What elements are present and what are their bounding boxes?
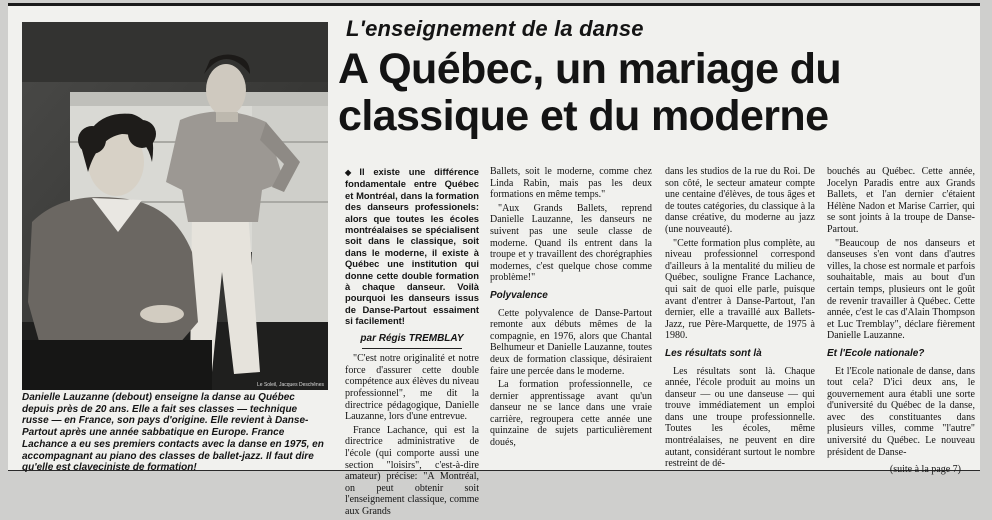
lede-text: Il existe une différence fondamentale entre Québec et Montréal, dans la formation des danseurs professionels: alors que toutes les écoles montréalaises se spécialisent soit dans le classique, soit dans le moderne, il existe à Québec une institution qui donne cette double formation à chaque danseur. Voilà pourquoi les danseurs issus de Danse-Partout essaiment si facilement! bbox=[345, 166, 479, 327]
paragraph: Et l'Ecole nationale de danse, dans tout cela? D'ici deux ans, le gouvernement aura établi une sorte d'université du Québec de la danse, avec des constituantes dans plusieurs villes, comme "l'autre" université du Québec. Le nouveau président de Danse- bbox=[827, 365, 975, 458]
byline-divider bbox=[362, 348, 462, 349]
article-column-2 bbox=[490, 166, 652, 451]
dancers-photo bbox=[22, 22, 328, 390]
article-column-1 bbox=[345, 166, 479, 520]
article-column-4 bbox=[827, 166, 975, 478]
continuation-note: (suite à la page 7) bbox=[889, 464, 961, 476]
article-kicker: L'enseignement de la danse bbox=[346, 16, 644, 41]
article-byline: par Régis TREMBLAY bbox=[360, 332, 464, 344]
paragraph: Cette polyvalence de Danse-Partout remonte aux débuts mêmes de la compagnie, en 1976, alors que Chantal Belhumeur et Danielle Lauzanne, toutes deux de formation classique, désiraient faire une percée dans le moderne. bbox=[490, 307, 652, 377]
article-lede bbox=[345, 166, 479, 327]
article-column-3 bbox=[665, 166, 815, 472]
paragraph: "Aux Grands Ballets, reprend Danielle Lauzanne, les danseurs ne suivent pas une seule classe de moderne. Quand ils entrent dans la troupe et y travaillent des chorégraphies modernes, c'est quelque chose comme problème!" bbox=[490, 202, 652, 284]
paragraph: Les résultats sont là. Chaque année, l'école produit au moins un danseur — ou une danseuse — qui trouve immédiatement un emploi dans une troupe professionnelle. Toutes les écoles, même montréalaises, ne peuvent en dire autant, considérant surtout le nombre restreint de dé- bbox=[665, 365, 815, 470]
photo-caption: Danielle Lauzanne (debout) enseigne la danse au Québec depuis près de 20 ans. Elle a fait ses classes — technique russe — en France, son pays d'origine. Elle revient à Danse-Partout après une année sabbatique en Europe. France Lachance a eu ses premiers contacts avec la danse en 1975, en accompagnant au piano des classes de ballet-jazz. Il faut dire qu'elle est claveciniste de formation! bbox=[22, 392, 324, 474]
paragraph: "C'est notre originalité et notre force d'assurer cette double compétence aux élèves du niveau professionnel", me dit la directrice pédagogique, Danielle Lauzanne, lors d'une entrevue. bbox=[345, 353, 479, 423]
photo-credit: Le Soleil, Jacques Deschênes bbox=[257, 382, 324, 388]
paragraph: Ballets, soit le moderne, comme chez Linda Rabin, mais pas les deux formations en même temps." bbox=[490, 166, 652, 201]
paragraph: bouchés au Québec. Cette année, Jocelyn Paradis entre aux Grands Ballets, et l'an dernier c'étaient Hélène Nadon et Marise Carrier, qui se sont joints à la troupe de Danse-Partout. bbox=[827, 166, 975, 235]
subheading-polyvalence: Polyvalence bbox=[490, 289, 548, 301]
paragraph: dans les studios de la rue du Roi. De son côté, le secteur amateur compte une centaine d'élèves, de tous âges et de toutes catégories, du classique à la danse créative, du moderne au jazz (une nouveauté). bbox=[665, 166, 815, 235]
paragraph: "Beaucoup de nos danseurs et danseuses s'en vont dans d'autres villes, la chose est normale et parfois souhaitable, mais au bout d'un certain temps, plusieurs ont le goût de revenir travailler à Québec. Cette année, c'est le cas d'Alain Thompson et Luc Tremblay", déclare fièrement Danielle Lauzanne. bbox=[827, 237, 976, 342]
subheading-ecole-nationale: Et l'Ecole nationale? bbox=[827, 347, 925, 359]
dancers-photo-image bbox=[22, 22, 328, 390]
diamond-bullet-icon: ◆ bbox=[345, 168, 358, 177]
newspaper-page bbox=[8, 3, 980, 517]
article-headline: A Québec, un mariage du classique et du moderne bbox=[338, 45, 842, 140]
paragraph: La formation professionnelle, ce dernier apprentissage avant qu'un danseur ne se lance dans une vraie carrière, regroupera cette année une quinzaine de sujets particulièrement doués, bbox=[490, 379, 652, 449]
paragraph: France Lachance, qui est la directrice administrative de l'école (qui comporte aussi une section "loisirs", c'est-à-dire amateur) précise: "A Montréal, on peut obtenir soit l'enseignement classique, comme aux Grands bbox=[345, 424, 479, 517]
paragraph: "Cette formation plus complète, au niveau professionnel correspond d'ailleurs à la mentalité du milieu de Québec, souligne France Lachance, qui sait de quoi elle parle, puisque avant d'entrer à Danse-Partout, l'an dernier, elle a travaillé aux Ballets-Jazz, rue Père-Marquette, de 1975 à 1980. bbox=[665, 237, 815, 342]
subheading-resultats: Les résultats sont là bbox=[665, 347, 762, 359]
